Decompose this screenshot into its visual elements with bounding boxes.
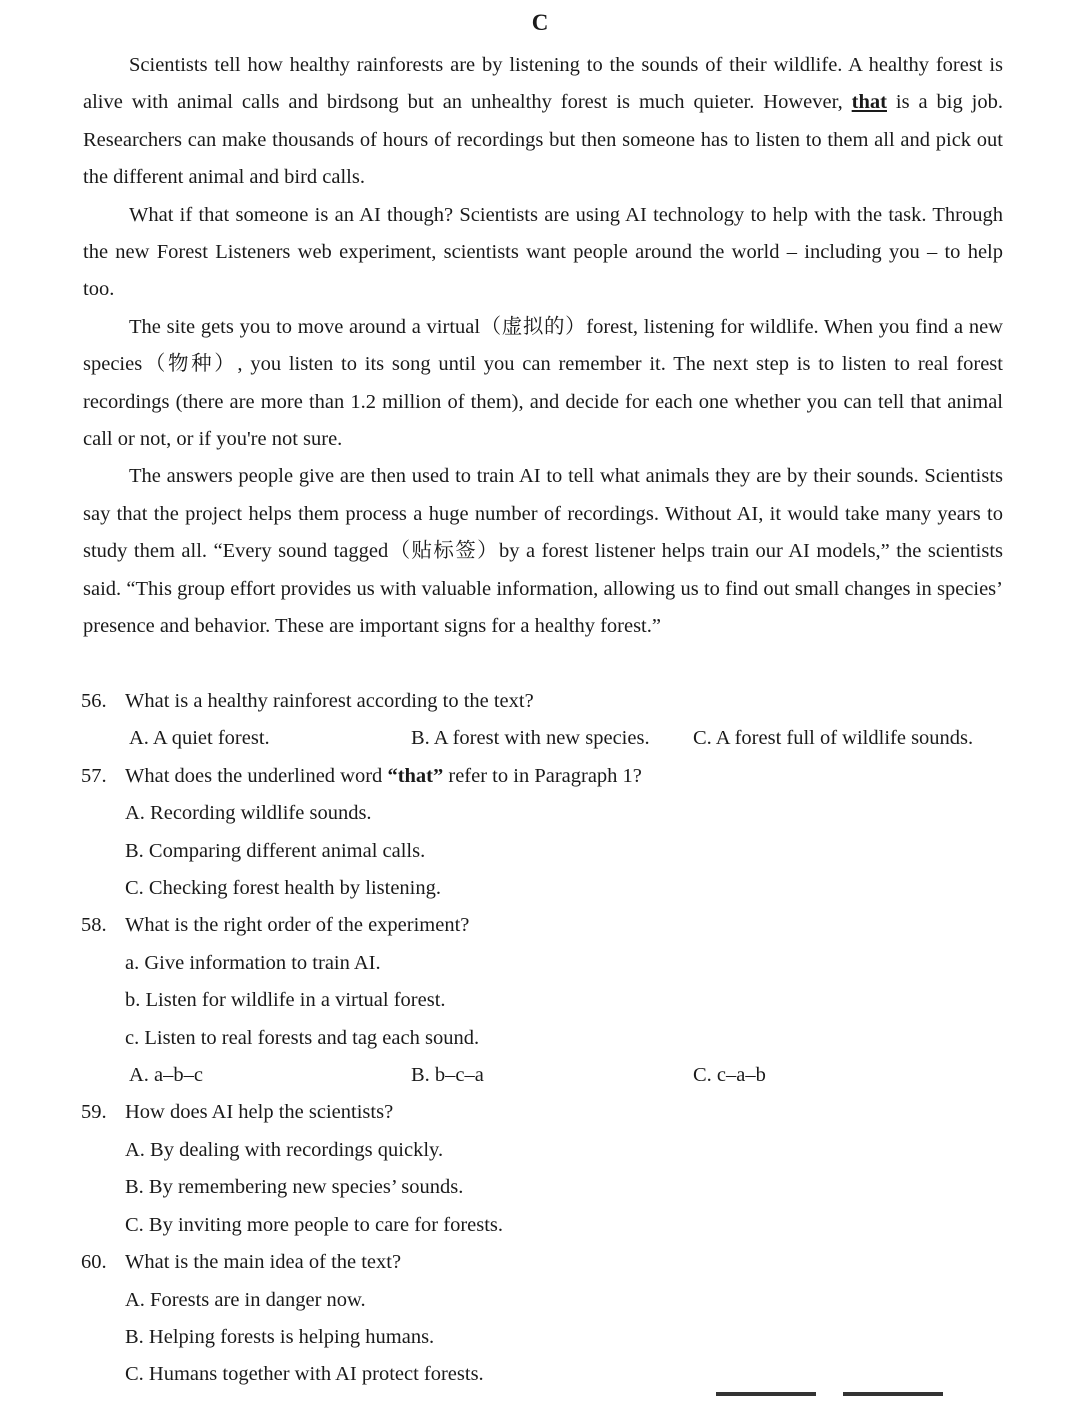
cropped-footer-mark xyxy=(716,1392,816,1396)
question-57 xyxy=(81,758,1003,908)
question-number: 56. xyxy=(81,690,107,712)
question-number: 59. xyxy=(81,1101,107,1124)
question-58 xyxy=(81,907,1003,1094)
question-number: 58. xyxy=(81,914,107,937)
paragraph-1-text: Scientists tell how healthy rainforests are by listening to the sounds of their wildlife. A healthy forest is alive with animal calls and birdsong but an unhealthy forest is much quieter. However, xyxy=(83,54,1003,114)
question-stem xyxy=(81,907,1003,944)
question-text: What does the underlined word xyxy=(125,764,388,787)
question-number: 57. xyxy=(81,764,107,787)
question-text: What is the right order of the experiment? xyxy=(125,914,470,937)
paragraph-1 xyxy=(83,47,1003,197)
option-a[interactable]: A. Forests are in danger now. xyxy=(125,1288,366,1311)
question-text: What is a healthy rainforest according to the text? xyxy=(125,690,534,712)
question-60 xyxy=(81,1244,1003,1394)
question-number: 60. xyxy=(81,1251,107,1274)
section-heading: C xyxy=(531,10,549,35)
question-text: What is the main idea of the text? xyxy=(125,1251,402,1274)
quoted-word: “that” xyxy=(387,764,444,787)
option-a[interactable]: A. A quiet forest. xyxy=(129,727,270,750)
question-56 xyxy=(81,683,1003,758)
option-b[interactable]: B. By remembering new species’ sounds. xyxy=(125,1176,464,1199)
option-c[interactable]: C. c–a–b xyxy=(693,1064,766,1087)
paragraph-1-text-rest: is a big job. Researchers can make thousands of hours of recordings but then someone has to listen to them all and pick out the different animal and bird calls. xyxy=(83,91,1004,189)
question-text: How does AI help the scientists? xyxy=(125,1101,394,1124)
question-stem xyxy=(81,758,1003,795)
option-a[interactable]: A. By dealing with recordings quickly. xyxy=(125,1138,444,1161)
option-a[interactable]: A. Recording wildlife sounds. xyxy=(125,802,372,825)
step-b: b. Listen for wildlife in a virtual forest. xyxy=(125,989,446,1012)
option-row xyxy=(81,1057,1003,1094)
step-a: a. Give information to train AI. xyxy=(125,951,381,974)
paragraph-4: The answers people give are then used to train AI to tell what animals they are by their sounds. Scientists say that the project helps them process a huge number of recordings. Without AI, it would take many years to study them all. “Every sound tagged（贴标签）by a forest listener helps train our AI models,” the scientists said. “This group effort provides us with valuable information, allowing us to find out small changes in species’ presence and behavior. These are important signs for a healthy forest.” xyxy=(83,465,1003,638)
option-row xyxy=(81,720,1003,757)
reading-passage xyxy=(83,47,1003,646)
question-list xyxy=(81,683,1003,1394)
option-c[interactable]: C. Checking forest health by listening. xyxy=(125,877,441,900)
question-stem xyxy=(81,683,1003,720)
question-stem xyxy=(81,1244,1003,1281)
paragraph-2: What if that someone is an AI though? Scientists are using AI technology to help with the task. Through the new Forest Listeners web experiment, scientists want people around the world – including you – to help too. xyxy=(83,203,1003,301)
option-a[interactable]: A. a–b–c xyxy=(129,1064,204,1087)
option-b[interactable]: B. A forest with new species. xyxy=(411,727,650,750)
option-b[interactable]: B. Comparing different animal calls. xyxy=(125,839,426,862)
cropped-footer-mark xyxy=(843,1392,943,1396)
question-59 xyxy=(81,1094,1003,1244)
option-b[interactable]: B. Helping forests is helping humans. xyxy=(125,1325,435,1348)
question-stem xyxy=(81,1094,1003,1131)
option-c[interactable]: C. By inviting more people to care for forests. xyxy=(125,1213,504,1236)
option-b[interactable]: B. b–c–a xyxy=(411,1064,484,1087)
underlined-word: that xyxy=(851,91,887,114)
question-text-rest: refer to in Paragraph 1? xyxy=(443,764,642,787)
paragraph-3: The site gets you to move around a virtual（虚拟的）forest, listening for wildlife. When you find a new species（物种）, you listen to its song until you can remember it. The next step is to listen to real forest recordings (there are more than 1.2 million of them), and decide for each one whether you can tell that animal call or not, or if you're not sure. xyxy=(83,315,1003,451)
step-c: c. Listen to real forests and tag each sound. xyxy=(125,1026,480,1049)
option-c[interactable]: C. A forest full of wildlife sounds. xyxy=(693,727,974,750)
option-c[interactable]: C. Humans together with AI protect forests. xyxy=(125,1363,484,1386)
